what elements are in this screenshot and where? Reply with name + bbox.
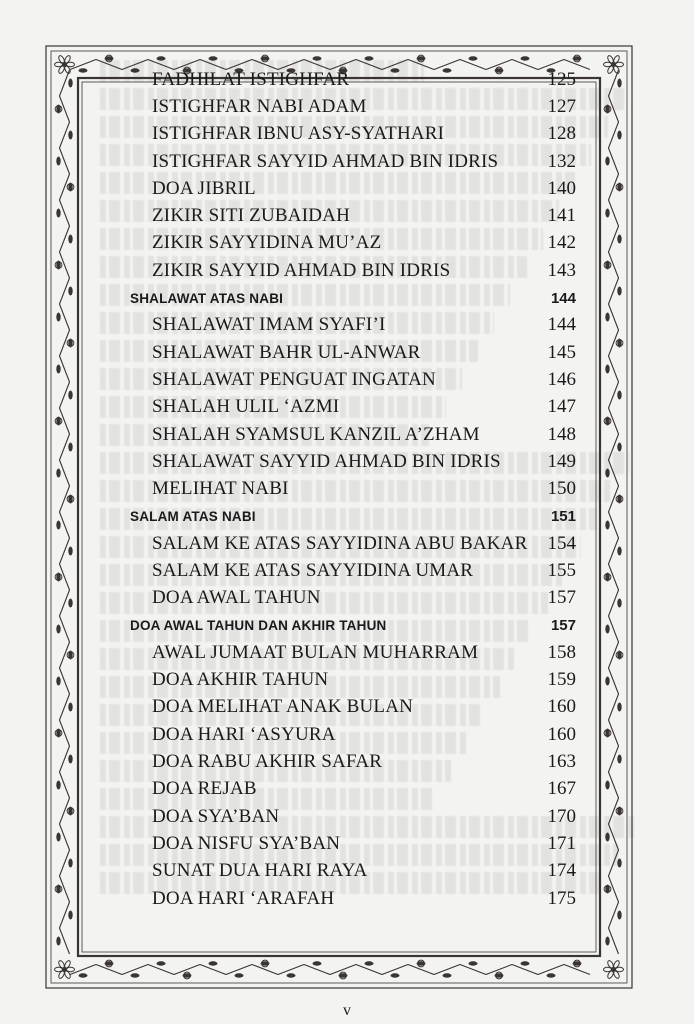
toc-entry-page: 151: [550, 507, 576, 525]
toc-entry-title: SHALAWAT PENGUAT INGATAN: [152, 368, 436, 390]
toc-entry-title: AWAL JUMAAT BULAN MUHARRAM: [152, 641, 479, 663]
toc-entry-title: SALAM ATAS NABI: [130, 508, 256, 524]
toc-entry: [100, 448, 576, 475]
toc-entry-title: ISTIGHFAR NABI ADAM: [152, 95, 367, 117]
toc-entry-page: 149: [547, 450, 576, 472]
toc-entry-page: 159: [547, 669, 576, 691]
toc-entry-page: 160: [547, 723, 576, 745]
toc-entry-page: 144: [547, 314, 576, 336]
toc-entry: [100, 121, 576, 148]
toc-entry-page: 127: [547, 95, 576, 117]
page-number: v: [343, 1002, 351, 1019]
toc-entry-page: 155: [547, 559, 576, 581]
toc-entry-title: SUNAT DUA HARI RAYA: [152, 860, 368, 882]
toc-entry: [100, 803, 576, 830]
toc-entry-page: 143: [547, 259, 576, 281]
toc-entry-title: ISTIGHFAR SAYYID AHMAD BIN IDRIS: [152, 150, 499, 172]
toc-entry-title: FADHILAT ISTIGHFAR: [152, 68, 350, 90]
toc-section-heading: [100, 503, 576, 530]
toc-entry-title: SHALAH SYAMSUL KANZIL A’ZHAM: [152, 423, 480, 445]
toc-entry-page: 163: [547, 751, 576, 773]
toc-section-heading: [100, 612, 576, 639]
toc-entry-title: SHALAWAT ATAS NABI: [130, 290, 284, 306]
toc-entry-title: DOA AWAL TAHUN DAN AKHIR TAHUN: [130, 618, 387, 634]
toc-entry-page: 160: [547, 696, 576, 718]
toc-entry: [100, 257, 576, 284]
toc-entry-title: ZIKIR SAYYID AHMAD BIN IDRIS: [152, 259, 451, 281]
toc-entry-page: 142: [547, 232, 576, 254]
toc-entry: [100, 66, 576, 93]
toc-entry-page: 125: [547, 68, 576, 90]
toc-entry: [100, 830, 576, 857]
toc-entry: [100, 93, 576, 120]
toc-entry-title: ISTIGHFAR IBNU ASY-SYATHARI: [152, 123, 445, 145]
toc-entry-title: DOA AWAL TAHUN: [152, 587, 321, 609]
toc-entry: [100, 776, 576, 803]
toc-entry-page: 140: [547, 177, 576, 199]
toc-entry-page: 144: [550, 289, 576, 307]
toc-entry-page: 128: [547, 123, 576, 145]
table-of-contents: [100, 66, 576, 912]
toc-entry-title: SHALAWAT SAYYID AHMAD BIN IDRIS: [152, 450, 501, 472]
toc-entry: [100, 339, 576, 366]
toc-entry-title: DOA NISFU SYA’BAN: [152, 832, 341, 854]
toc-entry: [100, 885, 576, 912]
toc-entry: [100, 639, 576, 666]
toc-entry: [100, 366, 576, 393]
toc-entry: [100, 421, 576, 448]
toc-entry: [100, 667, 576, 694]
toc-entry-page: 157: [550, 617, 576, 635]
toc-entry-title: DOA REJAB: [152, 778, 257, 800]
toc-entry-page: 157: [547, 587, 576, 609]
toc-section-heading: [100, 284, 576, 311]
toc-entry: [100, 557, 576, 584]
toc-entry-page: 132: [547, 150, 576, 172]
toc-entry: [100, 530, 576, 557]
toc-entry-title: SALAM KE ATAS SAYYIDINA ABU BAKAR: [152, 532, 528, 554]
toc-entry-page: 154: [547, 532, 576, 554]
toc-entry: [100, 694, 576, 721]
toc-entry-title: MELIHAT NABI: [152, 478, 289, 500]
toc-entry-page: 158: [547, 641, 576, 663]
toc-entry-title: DOA AKHIR TAHUN: [152, 669, 329, 691]
toc-entry-title: SALAM KE ATAS SAYYIDINA UMAR: [152, 559, 474, 581]
toc-entry: [100, 585, 576, 612]
toc-entry: [100, 230, 576, 257]
toc-entry: [100, 148, 576, 175]
toc-entry-title: DOA HARI ‘ASYURA: [152, 723, 336, 745]
toc-entry-page: 170: [547, 805, 576, 827]
toc-entry: [100, 858, 576, 885]
toc-entry-page: 175: [547, 887, 576, 909]
toc-entry-page: 145: [547, 341, 576, 363]
toc-entry-title: DOA MELIHAT ANAK BULAN: [152, 696, 414, 718]
toc-entry-page: 167: [547, 778, 576, 800]
toc-entry-title: ZIKIR SAYYIDINA MU’AZ: [152, 232, 382, 254]
toc-entry-page: 171: [547, 832, 576, 854]
toc-entry-page: 147: [547, 396, 576, 418]
toc-entry-page: 174: [547, 860, 576, 882]
toc-entry-page: 146: [547, 368, 576, 390]
toc-entry: [100, 202, 576, 229]
toc-entry-title: SHALAWAT BAHR UL-ANWAR: [152, 341, 421, 363]
toc-entry: [100, 721, 576, 748]
toc-entry-title: ZIKIR SITI ZUBAIDAH: [152, 205, 350, 227]
toc-entry: [100, 475, 576, 502]
toc-entry: [100, 748, 576, 775]
toc-entry-page: 150: [547, 478, 576, 500]
toc-entry-title: DOA RABU AKHIR SAFAR: [152, 751, 383, 773]
toc-entry: [100, 175, 576, 202]
toc-entry-page: 141: [547, 205, 576, 227]
toc-entry-title: SHALAH ULIL ‘AZMI: [152, 396, 340, 418]
toc-entry: [100, 394, 576, 421]
toc-entry: [100, 312, 576, 339]
toc-entry-title: DOA JIBRIL: [152, 177, 256, 199]
toc-entry-title: DOA SYA’BAN: [152, 805, 280, 827]
toc-entry-title: SHALAWAT IMAM SYAFI’I: [152, 314, 386, 336]
toc-entry-title: DOA HARI ‘ARAFAH: [152, 887, 335, 909]
toc-entry-page: 148: [547, 423, 576, 445]
